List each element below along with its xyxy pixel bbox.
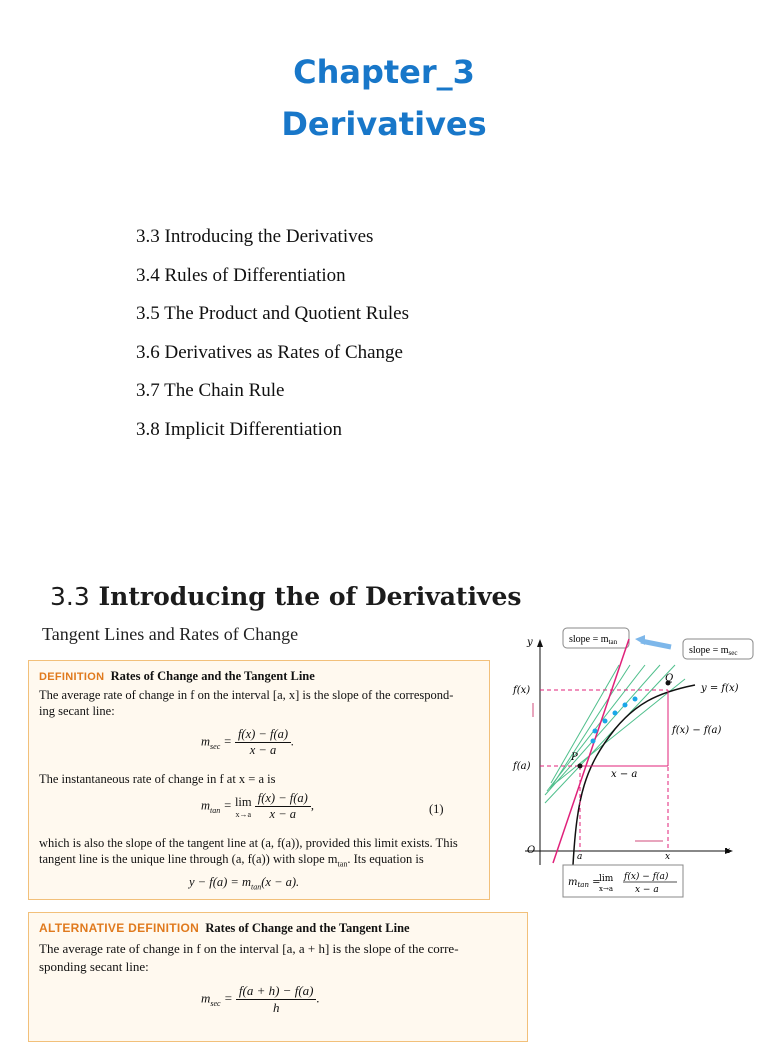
run-label: x − a [611,769,638,780]
svg-text:x − a: x − a [635,885,659,895]
point-P [578,764,583,769]
alt-definition-line1: The average rate of change in f on the interval [a, a + h] is the slope of the corre- [39,941,459,956]
Q-label: Q [665,673,674,684]
svg-text:lim: lim [599,874,614,884]
svg-text:f(x) − f(a): f(x) − f(a) [624,872,669,882]
alt-definition-line2: sponding secant line: [39,959,149,974]
tangent-line [553,639,629,863]
x-axis-label: x [725,846,731,856]
equation-number: (1) [429,802,444,816]
chapter-title: Chapter_3 [293,53,475,91]
definition-keyword: DEFINITION [39,671,105,683]
alternative-definition-box [28,912,528,1042]
alt-msec-equation: $m_{sec}$ = $\frac{f(a + h) - f(a)}{h}$ . [201,983,320,1015]
arrow-icon [641,641,671,647]
definition-title: DEFINITION Rates of Change and the Tangent Line [39,669,315,683]
P-label: P [571,752,578,763]
table-of-contents [136,222,409,453]
rise-label: f(x) − f(a) [672,725,722,736]
definition-box [28,660,490,900]
fx-label: f(x) [513,685,531,696]
svg-text:slope = mtan: slope = $m_{tan}$ [569,634,618,646]
toc-item: 3.4 Rules of Differentiation [136,264,346,286]
origin-label: O [527,845,536,856]
section-number: 3.3 [50,582,90,611]
definition-line4: which is also the slope of the tangent line at (a, f(a)), provided this limit exists. This [39,836,458,850]
arrow-head-icon [635,635,645,645]
y-axis-label: y [527,637,533,648]
toc-item: 3.8 Implicit Differentiation [136,418,342,440]
y-axis-arrow-icon [537,639,543,647]
svg-text:x→a: x→a [599,885,613,893]
secant-lines [545,665,685,803]
svg-text:mtan =: $m_{tan}$ = [568,877,601,889]
msec-equation: $m_{sec}$ = $\frac{f(x) - f(a)}{x - a}$ . [201,727,295,757]
subheading: Tangent Lines and Rates of Change [42,624,299,644]
toc-item: 3.3 Introducing the Derivatives [136,226,374,247]
toc-item: 3.7 The Chain Rule [136,380,285,401]
alt-definition-keyword: ALTERNATIVE DEFINITION [39,921,200,935]
definition-line5: tangent line is the unique line through (a, f(a)) with slope $m_{tan}$. Its equation is [39,852,424,869]
section-heading [50,582,521,611]
toc-item: 3.5 The Product and Quotient Rules [136,303,410,324]
definition-line3: The instantaneous rate of change in f at x = a is [39,772,276,786]
svg-text:slope = msec: slope = $m_{sec}$ [689,645,738,657]
x-tick-label: x [665,852,671,862]
tangent-secant-graph [505,625,755,905]
definition-line1: The average rate of change in f on the interval [a, x] is the slope of the correspond- [39,688,454,702]
definition-line2: ing secant line: [39,704,115,718]
mtan-equation: $m_{tan}$ = lim x→a $\frac{f(x) - f(a)}{x - a}$ , [201,791,314,821]
tangent-line-equation: $y - f(a) = m_{tan}(x - a)$. [189,875,300,892]
fa-label: f(a) [513,761,531,772]
curve-label: y = f(x) [701,683,739,694]
toc-item: 3.6 Derivatives as Rates of Change [136,341,403,363]
chapter-subject: Derivatives [281,105,487,143]
section-title: Introducing the of Derivatives [98,582,522,611]
a-tick-label: a [577,852,583,862]
alt-definition-title: ALTERNATIVE DEFINITION Rates of Change and the Tangent Line [39,921,410,935]
